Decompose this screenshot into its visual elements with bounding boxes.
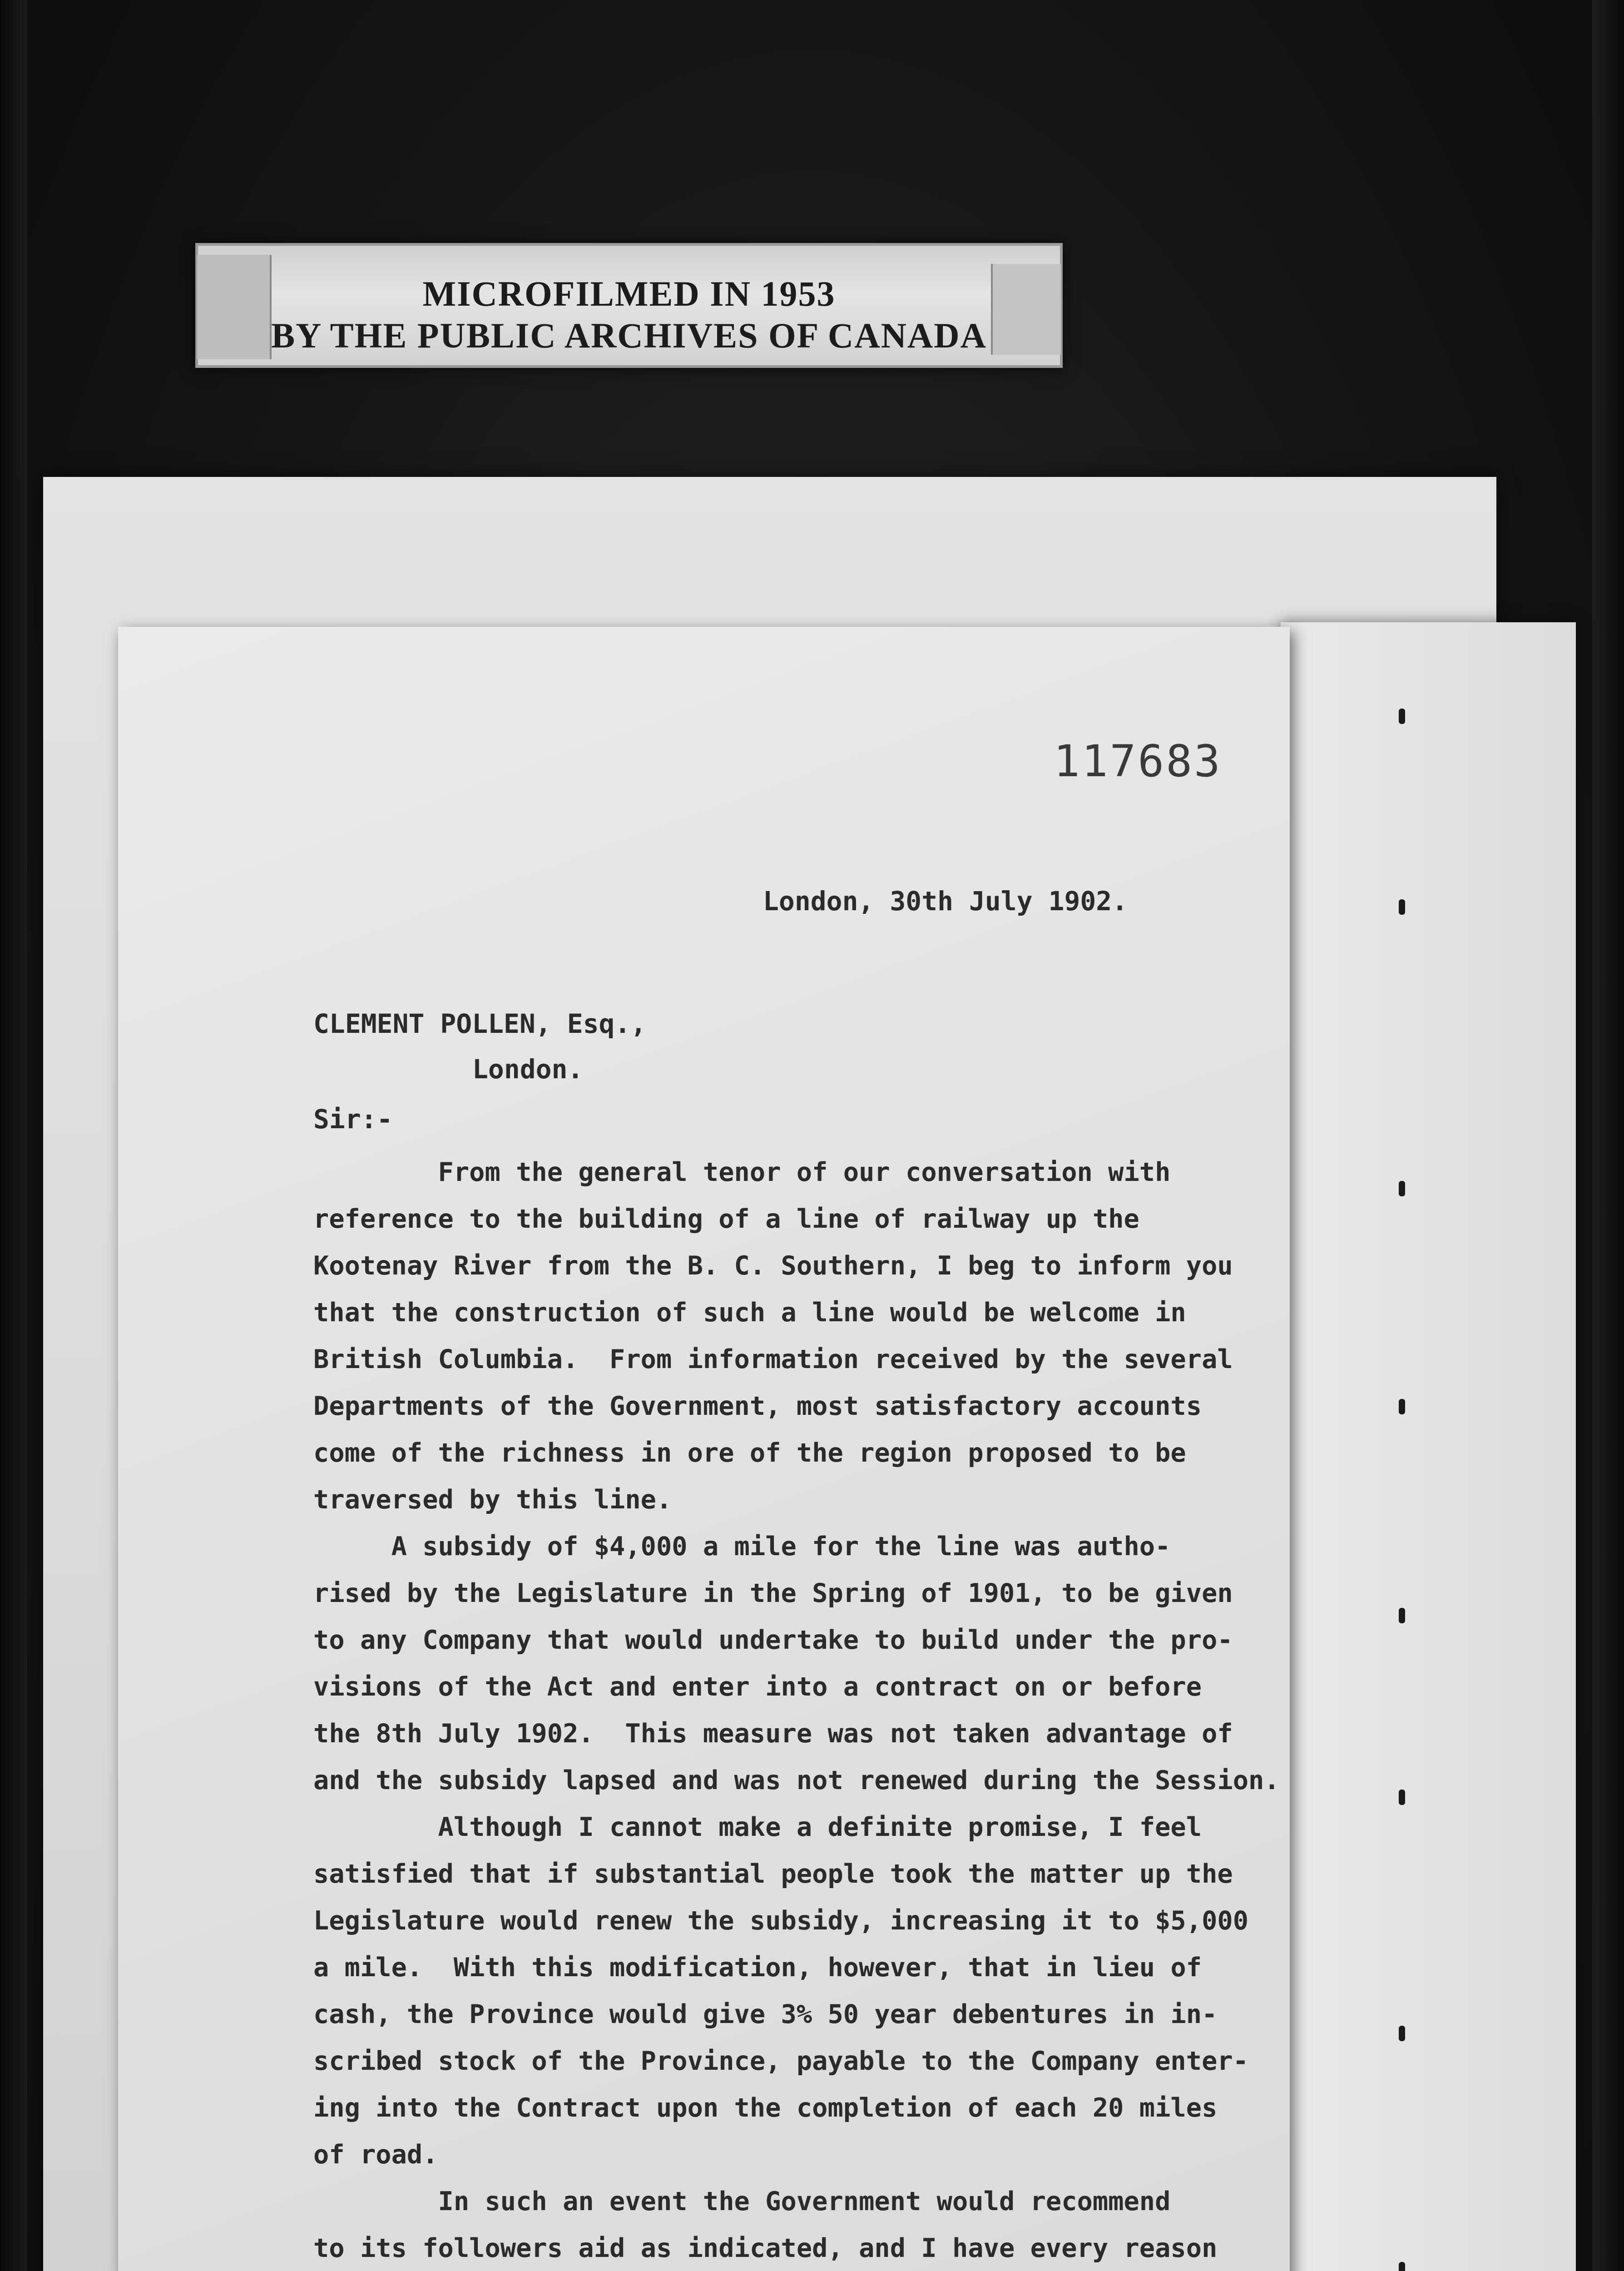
body-line: scribed stock of the Province, payable to the Company enter- xyxy=(313,2046,1249,2076)
binding-hole-mark xyxy=(1399,899,1405,915)
body-line: From the general tenor of our conversation with xyxy=(313,1157,1171,1187)
addressee: CLEMENT POLLEN, Esq., xyxy=(313,1008,647,1039)
binding-hole-mark xyxy=(1399,1181,1405,1196)
body-line: Legislature would renew the subsidy, increasing it to $5,000 xyxy=(313,1906,1249,1936)
body-line: visions of the Act and enter into a contract on or before xyxy=(313,1672,1202,1702)
binding-hole-mark xyxy=(1399,1790,1405,1805)
addressee-city: London. xyxy=(472,1054,584,1085)
body-line: ing into the Contract upon the completion of each 20 miles xyxy=(313,2093,1218,2123)
body-line: Kootenay River from the B. C. Southern, I beg to inform you xyxy=(313,1251,1233,1281)
body-line: a mile. With this modification, however, that in lieu of xyxy=(313,1953,1202,1983)
body-line: to any Company that would undertake to build under the pro- xyxy=(313,1625,1233,1655)
letter-body xyxy=(313,1149,1280,2271)
date-line: London, 30th July 1902. xyxy=(763,886,1128,917)
document-number: 117683 xyxy=(1054,736,1222,787)
binding-hole-mark xyxy=(1399,709,1405,724)
film-edge-right xyxy=(1592,0,1624,2271)
body-line: of road. xyxy=(313,2140,438,2170)
body-line: In such an event the Government would recommend xyxy=(313,2187,1171,2216)
stamp-line-1: MICROFILMED IN 1953 xyxy=(422,274,836,313)
body-line: British Columbia. From information received by the several xyxy=(313,1344,1233,1374)
body-line: and the subsidy lapsed and was not renewed during the Session. xyxy=(313,1765,1280,1795)
body-line: A subsidy of $4,000 a mile for the line was autho- xyxy=(313,1532,1171,1562)
binding-hole-mark xyxy=(1399,1608,1405,1623)
body-line: the 8th July 1902. This measure was not taken advantage of xyxy=(313,1719,1233,1749)
salutation: Sir:- xyxy=(313,1104,393,1135)
binding-hole-mark xyxy=(1399,2262,1405,2271)
body-line: to its followers aid as indicated, and I have every reason xyxy=(313,2233,1218,2263)
body-line: come of the richness in ore of the region proposed to be xyxy=(313,1438,1186,1468)
binding-hole-mark xyxy=(1399,2026,1405,2041)
body-line: cash, the Province would give 3% 50 year debentures in in- xyxy=(313,1999,1218,2029)
binding-hole-mark xyxy=(1399,1399,1405,1414)
stamp-line-2: BY THE PUBLIC ARCHIVES OF CANADA xyxy=(271,316,987,355)
body-line: rised by the Legislature in the Spring of 1901, to be given xyxy=(313,1578,1233,1608)
microfilm-stamp xyxy=(195,243,1063,368)
body-line: traversed by this line. xyxy=(313,1485,672,1515)
body-line: Although I cannot make a definite promise, I feel xyxy=(313,1812,1202,1842)
body-line: that the construction of such a line would be welcome in xyxy=(313,1298,1186,1328)
film-edge-left xyxy=(0,0,27,2271)
body-line: reference to the building of a line of railway up the xyxy=(313,1204,1139,1234)
body-line: satisfied that if substantial people took the matter up the xyxy=(313,1859,1233,1889)
backing-flap xyxy=(1281,622,1576,2271)
body-line: Departments of the Government, most satisfactory accounts xyxy=(313,1391,1202,1421)
stamp-text xyxy=(198,273,1060,357)
